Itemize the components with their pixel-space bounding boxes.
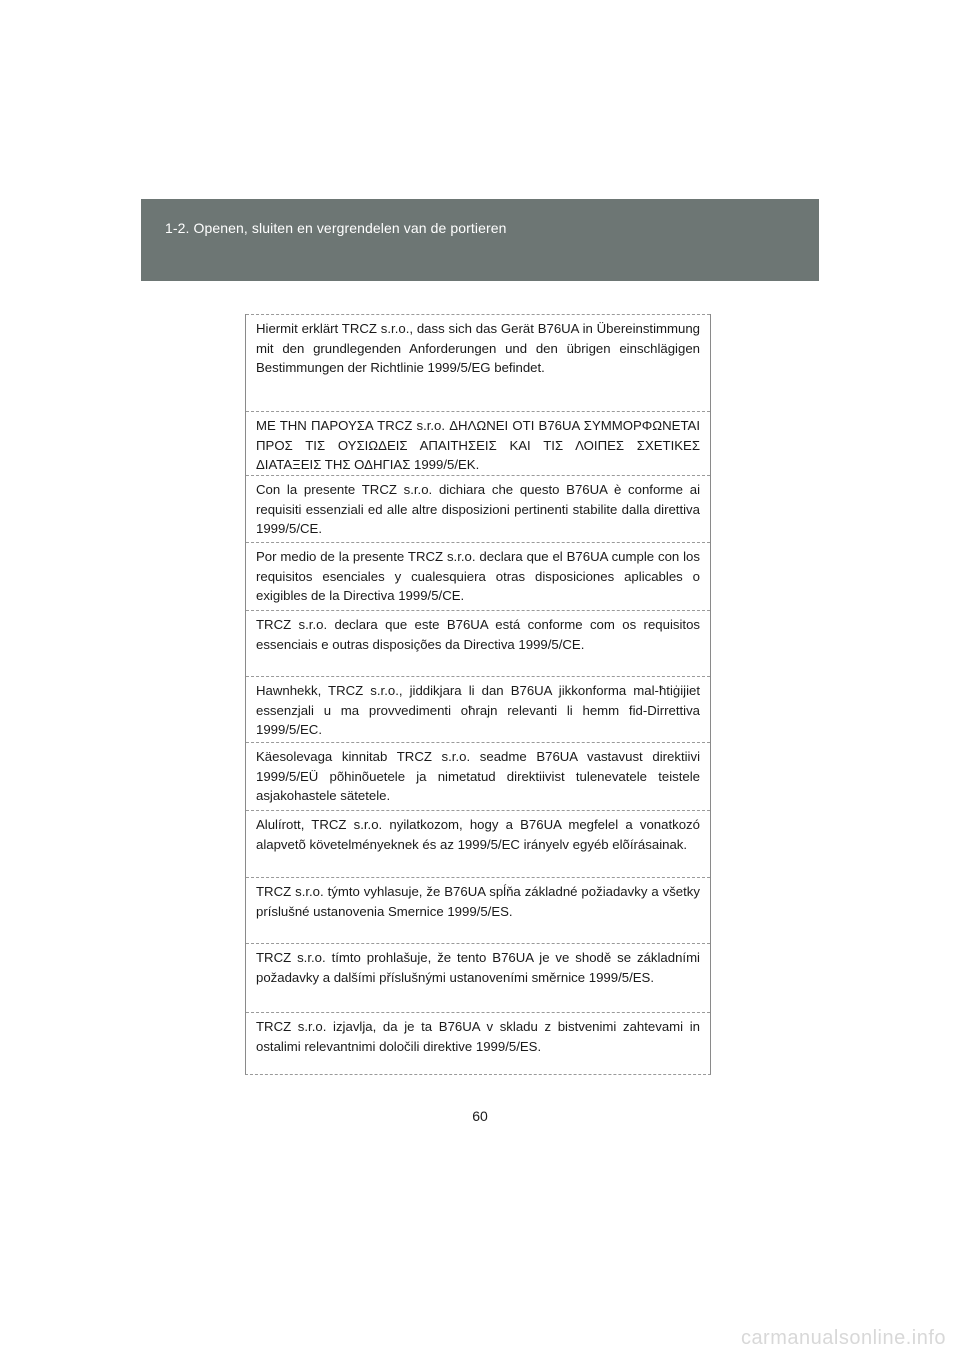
declaration-table — [245, 314, 711, 1075]
section-header-band — [141, 199, 819, 281]
page-number: 60 — [472, 1108, 488, 1124]
declaration-slovenian: TRCZ s.r.o. izjavlja, da je ta B76UA v skladu z bistvenimi zahtevami in ostalimi relevantnimi določili direktive 1999/5/ES. — [246, 1012, 710, 1056]
watermark: carmanualsonline.info — [740, 1327, 946, 1349]
declaration-greek: ΜΕ ΤΗΝ ΠΑΡΟΥΣΑ TRCZ s.r.o. ΔΗΛΩΝΕΙ ΟΤΙ B76UA ΣΥΜΜΟΡΦΩΝΕΤΑΙ ΠΡΟΣ ΤΙΣ ΟΥΣΙΩΔΕΙΣ ΑΠΑΙΤΗΣΕΙΣ ΚΑΙ ΤΙΣ ΛΟΙΠΕΣ ΣΧΕΤΙΚΕΣ ΔΙΑΤΑΞΕΙΣ ΤΗΣ ΟΔΗΓΙΑΣ 1999/5/ΕΚ. — [246, 411, 710, 475]
declaration-hungarian: Alulírott, TRCZ s.r.o. nyilatkozom, hogy a B76UA megfelel a vonatkozó alapvetõ követelményeknek és az 1999/5/EC irányelv egyéb elõírásainak. — [246, 810, 710, 854]
declaration-slovak: TRCZ s.r.o. týmto vyhlasuje, že B76UA spĺňa základné požiadavky a všetky príslušné ustanovenia Smernice 1999/5/ES. — [246, 877, 710, 921]
declaration-italian: Con la presente TRCZ s.r.o. dichiara che questo B76UA è conforme ai requisiti essenziali ed alle altre disposizioni pertinenti stabilite dalla direttiva 1999/5/CE. — [246, 475, 710, 539]
declaration-portuguese: TRCZ s.r.o. declara que este B76UA está conforme com os requisitos essenciais e outras disposições da Directiva 1999/5/CE. — [246, 610, 710, 654]
section-title: 1-2. Openen, sluiten en vergrendelen van de portieren — [165, 220, 507, 236]
declaration-estonian: Käesolevaga kinnitab TRCZ s.r.o. seadme B76UA vastavust direktiivi 1999/5/EÜ põhinõuetele ja nimetatud direktiivist tulenevatele teistele asjakohastele sätetele. — [246, 742, 710, 806]
declaration-spanish: Por medio de la presente TRCZ s.r.o. declara que el B76UA cumple con los requisitos esenciales y cualesquiera otras disposiciones aplicables o exigibles de la Directiva 1999/5/CE. — [246, 542, 710, 606]
declaration-czech: TRCZ s.r.o. tímto prohlašuje, že tento B76UA je ve shodě se základními požadavky a dalšími příslušnými ustanoveními směrnice 1999/5/ES. — [246, 943, 710, 987]
declaration-german: Hiermit erklärt TRCZ s.r.o., dass sich das Gerät B76UA in Übereinstimmung mit den grundlegenden Anforderungen und den übrigen einschlägigen Bestimmungen der Richtlinie 1999/5/EG befindet. — [246, 314, 710, 378]
declaration-maltese: Hawnhekk, TRCZ s.r.o., jiddikjara li dan B76UA jikkonforma mal-ħtiġijiet essenzjali u ma provvedimenti oħrajn relevanti li hemm fid-Dirrettiva 1999/5/EC. — [246, 676, 710, 740]
